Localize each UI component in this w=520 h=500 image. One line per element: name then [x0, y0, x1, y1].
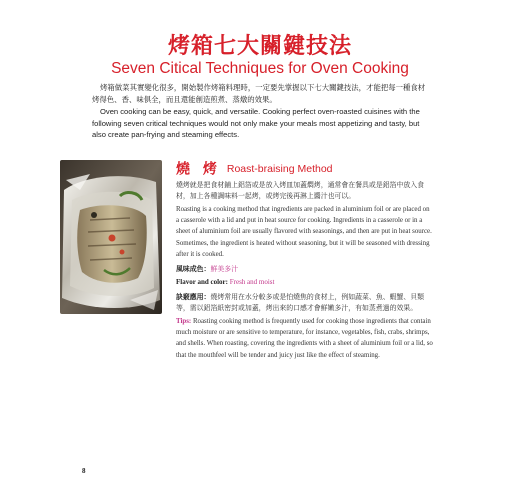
flavor-chinese [176, 264, 434, 275]
page-number: 8 [82, 467, 86, 475]
flavor-english-value: Fresh and moist [229, 278, 275, 287]
description-english: Roasting is a cooking method that ingredients are packed in aluminium foil or are placed on a casserole with a lid and put in heat source for cooking. Ingredients in a casserole or in a sheet of aluminium foil are usually flavored with seasonings, and then are put in heat source. Sometimes, the ingredient is heated without seasoning, but it will be seasoned with dressing after it is cooked. [176, 206, 432, 258]
page-subtitle: Seven Citical Techniques for Oven Cooking [111, 60, 409, 77]
tips-english [176, 316, 434, 361]
intro-chinese: 烤箱做菜其實變化很多，開始製作烤箱料理時，一定要先掌握以下七大關鍵技法，才能把每一種食材烤得色、香、味俱全，而且還能創造煎煮、蒸燉的效果。 [92, 83, 426, 104]
roasted-fish-photo-graphic [60, 160, 162, 314]
flavor-english-label: Flavor and color: [176, 278, 228, 287]
page-title: 烤箱七大關鍵技法 [167, 34, 352, 59]
roast-braising-section [176, 158, 434, 365]
roasted-fish-photo [60, 160, 162, 314]
section-heading-chinese: 燒 烤 [176, 161, 221, 178]
section-heading-english: Roast-braising Method [226, 162, 333, 175]
section-heading [176, 158, 434, 178]
intro-block [92, 82, 430, 141]
tips-chinese-text: 燒烤常用在水分較多或是怕燒焦的食材上，例如蔬菜、魚、蝦蟹、貝類等，需以鋁箔紙密封或加蓋，烤出來的口感才會鮮嫩多汁，有如蒸煮過的效果。 [176, 293, 425, 313]
tips-chinese [176, 292, 434, 314]
description-chinese: 燒烤就是把食材鋪上鋁箔或是放入烤皿加蓋燜烤，通常會在餐具或是鋁箔中放入食材，加上各種調味料一起烤，或烤完後再淋上醬汁也可以。 [176, 181, 425, 200]
intro-english: Oven cooking can be easy, quick, and versatile. Cooking perfect oven-roasted cuisines with the following seven critical techniques would not only make your meals most appetizing and tasty, but also create pan-frying and steaming effects. [92, 107, 420, 139]
tips-english-text: Roasting cooking method is frequently used for cooking those ingredients that contain much moisture or are sensitive to temperature, for instance, vegetables, fish, crabs, shrimps, and shells. When roasting, covering the ingredients with a sheet of aluminium foil or a lid, so that the mouthfeel will be tender and juicy just like the effect of steaming. [176, 318, 433, 359]
flavor-chinese-value: 鮮美多汁 [210, 265, 239, 274]
tips-english-label: Tips: [176, 318, 192, 326]
flavor-english [176, 277, 434, 288]
flavor-chinese-label: 風味成色： [176, 265, 211, 274]
tips-chinese-label: 訣竅應用： [176, 293, 211, 302]
